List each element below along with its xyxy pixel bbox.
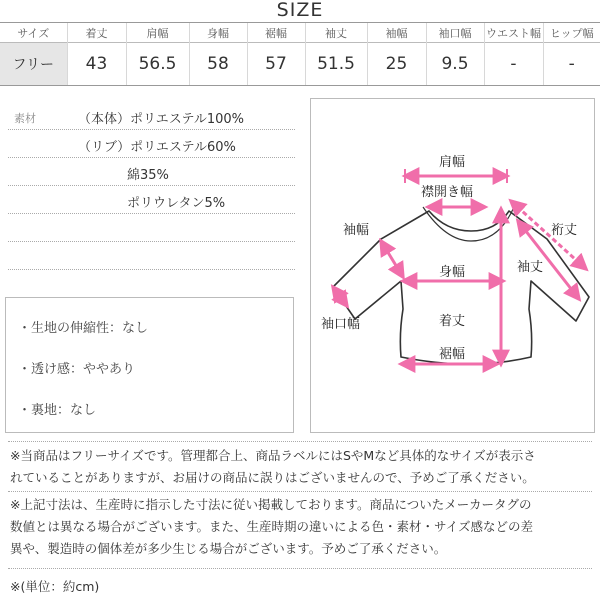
size-title: SIZE xyxy=(276,0,324,21)
header-sleeve-width: 袖幅 xyxy=(367,23,426,43)
label-cuff-width: 袖口幅 xyxy=(321,317,361,332)
material-label: 素材 xyxy=(14,112,36,125)
notes-divider xyxy=(8,568,592,569)
header-body-width: 身幅 xyxy=(189,23,247,43)
cell-sleeve-width: 25 xyxy=(367,43,426,86)
header-hem-width: 裾幅 xyxy=(247,23,305,43)
header-length: 着丈 xyxy=(67,23,126,43)
material-row-3 xyxy=(8,157,295,186)
note-line: ※当商品はフリーサイズです。管理都合上、商品ラベルにはSやMなど具体的なサイズが表示さ xyxy=(10,448,536,463)
note-line: ※上記寸法は、生産時に指示した寸法に従い掲載しております。商品についたメーカータグの xyxy=(10,497,532,512)
material-line: 綿35% xyxy=(127,168,169,183)
material-line: （リブ）ポリエステル60% xyxy=(78,140,236,155)
label-body-width: 身幅 xyxy=(439,265,466,280)
note-line: 異や、製造時の個体差が多少生じる場合がございます。予めご了承ください。 xyxy=(10,541,447,556)
fabric-properties-box xyxy=(5,297,294,433)
note-unit: ※(単位：約cm) xyxy=(10,579,100,594)
property-lining: ・裏地：なし xyxy=(18,403,97,418)
label-hem-width: 裾幅 xyxy=(439,347,466,362)
material-row-6 xyxy=(8,241,295,270)
property-stretch: ・生地の伸縮性：なし xyxy=(18,321,149,336)
material-line: ポリウレタン5% xyxy=(127,196,226,211)
header-size: サイズ xyxy=(17,26,50,40)
cell-hip-width: - xyxy=(543,43,600,86)
material-line: （本体）ポリエステル100% xyxy=(78,112,244,127)
header-cuff-width: 袖口幅 xyxy=(426,23,484,43)
cell-waist-width: - xyxy=(484,43,543,86)
header-sleeve-length: 袖丈 xyxy=(305,23,367,43)
property-sheerness: ・透け感：ややあり xyxy=(18,362,136,377)
label-neck-width: 襟開き幅 xyxy=(421,185,474,200)
table-row xyxy=(0,43,600,86)
label-shoulder-width: 肩幅 xyxy=(439,155,466,170)
cell-body-width: 58 xyxy=(189,43,247,86)
material-row-2 xyxy=(8,129,295,158)
size-table-header xyxy=(0,23,600,43)
label-sleeve-width: 袖幅 xyxy=(343,223,370,238)
header-hip-width: ヒップ幅 xyxy=(543,23,600,43)
notes-divider xyxy=(8,491,592,492)
note-line: れていることがありますが、お届けの商品に誤りはございませんので、予めご了承ください。 xyxy=(10,470,535,485)
material-row-4 xyxy=(8,185,295,214)
header-waist-width: ウエスト幅 xyxy=(484,23,543,43)
cell-cuff-width: 9.5 xyxy=(426,43,484,86)
cell-sleeve-length: 51.5 xyxy=(305,43,367,86)
label-length: 着丈 xyxy=(439,314,466,329)
note-line: 数値とは異なる場合がございます。また、生産時期の違いによる色・素材・サイズ感などの差 xyxy=(10,519,534,534)
material-row-1 xyxy=(8,101,295,130)
cell-hem-width: 57 xyxy=(247,43,305,86)
note-measurements xyxy=(10,494,533,560)
cell-length: 43 xyxy=(67,43,126,86)
cell-size: フリー xyxy=(0,43,67,86)
label-yuki: 裄丈 xyxy=(551,223,578,238)
note-free-size xyxy=(10,445,536,489)
header-shoulder: 肩幅 xyxy=(126,23,189,43)
cell-shoulder: 56.5 xyxy=(126,43,189,86)
label-sleeve-length: 袖丈 xyxy=(517,260,544,275)
material-row-5 xyxy=(8,213,295,242)
notes-divider xyxy=(8,441,592,442)
size-table xyxy=(0,23,600,86)
measurement-diagram xyxy=(310,98,595,433)
